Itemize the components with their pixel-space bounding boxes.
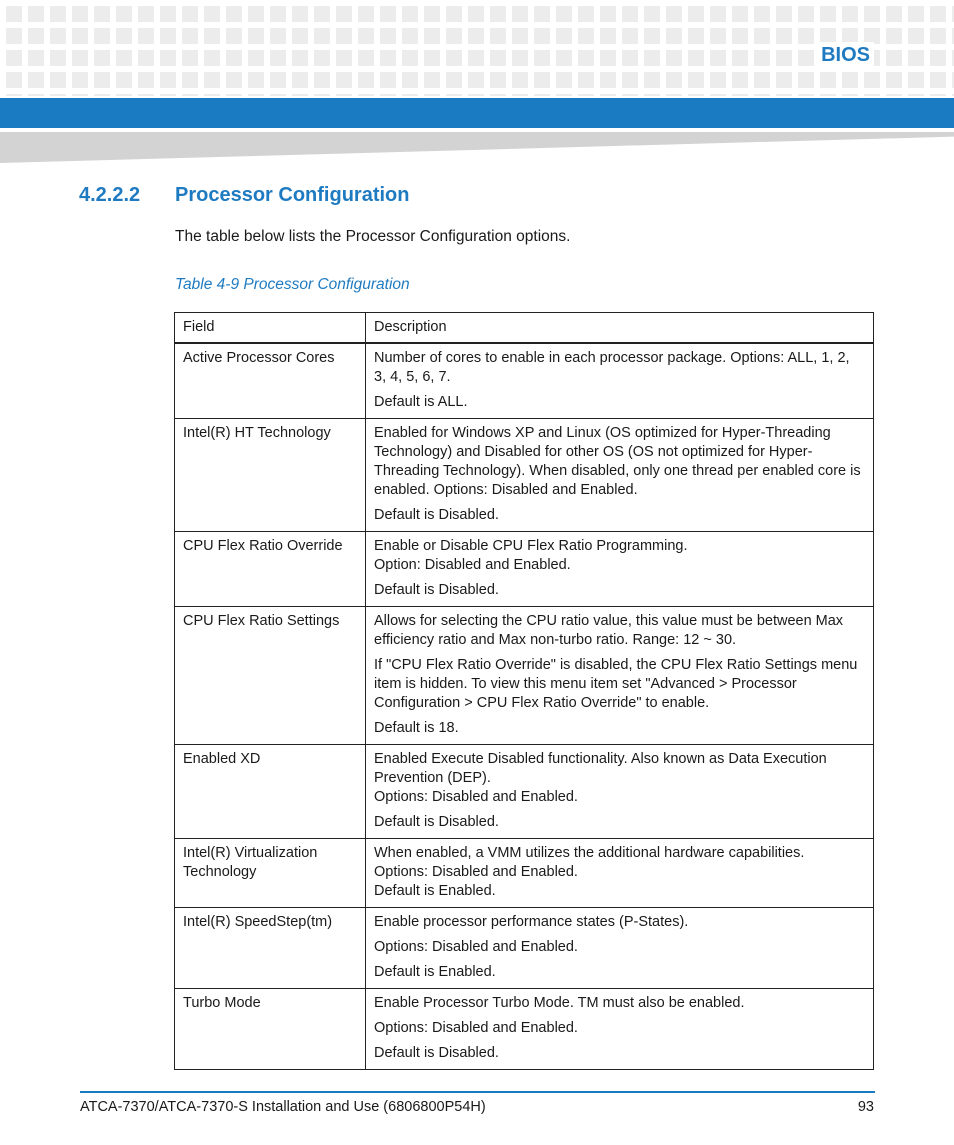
description-paragraph: Default is Enabled. bbox=[374, 964, 496, 980]
table-row bbox=[175, 908, 874, 989]
description-paragraph: Default is Disabled. bbox=[374, 1045, 499, 1061]
description-paragraph: Default is ALL. bbox=[374, 394, 468, 410]
description-paragraph: Enabled Execute Disabled functionality. Also known as Data Execution Prevention (DEP). Options: Disabled and Enabled. bbox=[374, 751, 827, 805]
description-paragraph: Default is Disabled. bbox=[374, 582, 499, 598]
field-cell: CPU Flex Ratio Settings bbox=[175, 607, 366, 745]
section-number: 4.2.2.2 bbox=[79, 184, 141, 206]
description-paragraph: Default is 18. bbox=[374, 720, 459, 736]
footer-doc-title: ATCA-7370/ATCA-7370-S Installation and Use (6806800P54H) bbox=[80, 1099, 486, 1115]
description-paragraph: When enabled, a VMM utilizes the additional hardware capabilities. Options: Disabled and Enabled. Default is Enabled. bbox=[374, 845, 805, 899]
description-paragraph: Enabled for Windows XP and Linux (OS optimized for Hyper-Threading Technology) and Disabled for other OS (OS not optimized for Hyper-Threading Technology). When disabled, only one thread per enabled core is enabled. Options: Disabled and Enabled. bbox=[374, 425, 861, 498]
description-cell bbox=[366, 607, 874, 745]
description-paragraph: Default is Disabled. bbox=[374, 814, 499, 830]
table-header-row bbox=[175, 313, 874, 344]
description-paragraph: Enable Processor Turbo Mode. TM must also be enabled. bbox=[374, 995, 745, 1011]
header-pattern bbox=[0, 0, 954, 96]
header-field: Field bbox=[175, 313, 366, 344]
table-row bbox=[175, 839, 874, 908]
section-title: Processor Configuration bbox=[175, 184, 410, 206]
description-cell bbox=[366, 908, 874, 989]
table-caption: Table 4-9 Processor Configuration bbox=[175, 276, 410, 293]
field-cell: Intel(R) HT Technology bbox=[175, 419, 366, 532]
page-number: 93 bbox=[857, 1099, 874, 1115]
description-paragraph: If "CPU Flex Ratio Override" is disabled, the CPU Flex Ratio Settings menu item is hidden. To view this menu item set "Advanced > Processor Configuration > CPU Flex Ratio Override" to enable. bbox=[374, 657, 858, 711]
header-grey-wedge bbox=[0, 132, 954, 163]
table-row bbox=[175, 745, 874, 839]
table-row bbox=[175, 989, 874, 1070]
description-cell bbox=[366, 839, 874, 908]
field-cell: Intel(R) Virtualization Technology bbox=[175, 839, 366, 908]
field-cell: CPU Flex Ratio Override bbox=[175, 532, 366, 607]
description-paragraph: Number of cores to enable in each processor package. Options: ALL, 1, 2, 3, 4, 5, 6, 7. bbox=[374, 350, 850, 385]
description-paragraph: Default is Disabled. bbox=[374, 507, 499, 523]
description-cell bbox=[366, 343, 874, 419]
table-row bbox=[175, 419, 874, 532]
description-cell bbox=[366, 989, 874, 1070]
description-cell bbox=[366, 419, 874, 532]
description-cell bbox=[366, 532, 874, 607]
table-row bbox=[175, 607, 874, 745]
description-paragraph: Enable or Disable CPU Flex Ratio Programming. Option: Disabled and Enabled. bbox=[374, 538, 688, 573]
description-paragraph: Options: Disabled and Enabled. bbox=[374, 939, 578, 955]
field-cell: Intel(R) SpeedStep(tm) bbox=[175, 908, 366, 989]
field-cell: Enabled XD bbox=[175, 745, 366, 839]
table-row bbox=[175, 532, 874, 607]
description-paragraph: Options: Disabled and Enabled. bbox=[374, 1020, 578, 1036]
description-cell bbox=[366, 745, 874, 839]
header-description: Description bbox=[366, 313, 874, 344]
field-cell: Active Processor Cores bbox=[175, 343, 366, 419]
processor-config-table bbox=[174, 312, 874, 1070]
table-row bbox=[175, 343, 874, 419]
field-cell: Turbo Mode bbox=[175, 989, 366, 1070]
description-paragraph: Allows for selecting the CPU ratio value, this value must be between Max efficiency ratio and Max non-turbo ratio. Range: 12 ~ 30. bbox=[374, 613, 844, 648]
intro-paragraph: The table below lists the Processor Configuration options. bbox=[175, 228, 571, 245]
header-blue-bar bbox=[0, 98, 954, 128]
description-paragraph: Enable processor performance states (P-States). bbox=[374, 914, 689, 930]
footer-rule bbox=[80, 1091, 875, 1093]
chapter-tag: BIOS bbox=[817, 42, 874, 69]
